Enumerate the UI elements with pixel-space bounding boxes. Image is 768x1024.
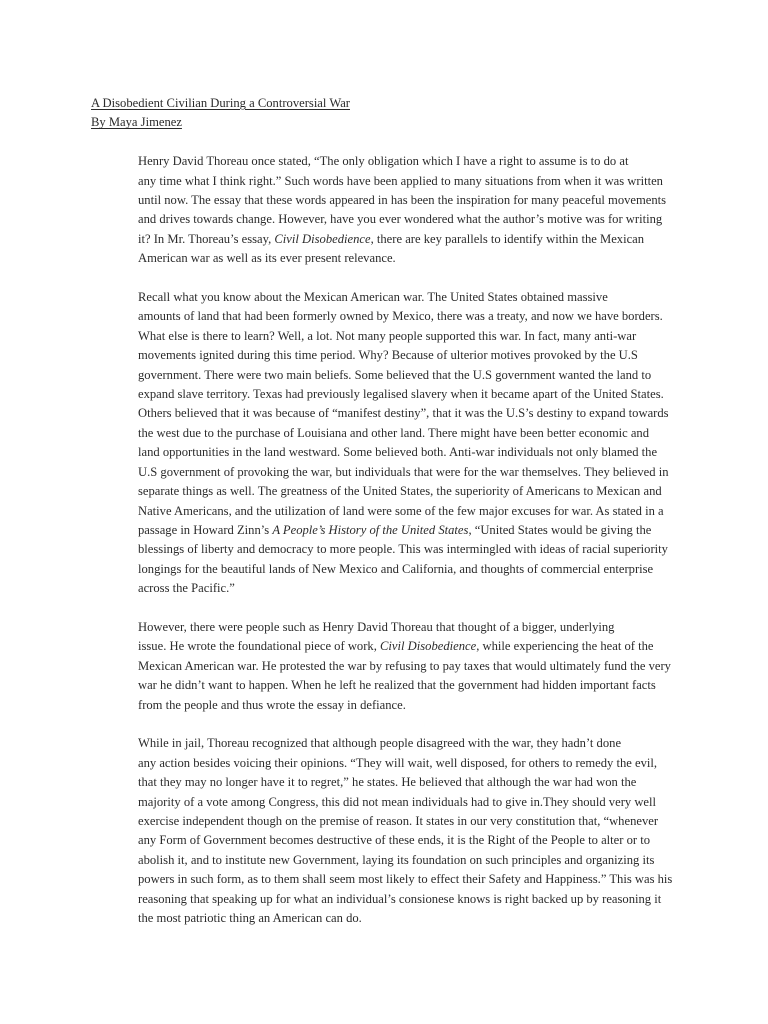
paragraph-2 <box>91 288 681 599</box>
line-text: issue. He wrote the foundational piece of work, <box>138 639 381 654</box>
paragraph-line: movements ignited during this time period. Why? Because of ulterior motives provoked by the U.S <box>138 348 638 363</box>
paragraph-line: across the Pacific.” <box>138 581 235 596</box>
paragraph-line: exercise independent though on the premise of reason. It states in our very constitution that, “whenever <box>138 813 659 828</box>
paragraph-line: blessings of liberty and democracy to more people. This was intermingled with ideas of racial superiority <box>138 542 668 557</box>
paragraph-line: longings for the beautiful lands of New Mexico and California, and thoughts of commercial enterprise <box>138 561 654 576</box>
paragraph-line: any Form of Government becomes destructive of these ends, it is the Right of the People to alter or to <box>138 833 651 848</box>
paragraph-line <box>91 637 681 656</box>
paragraph-line: that they may no longer have it to regret,” he states. He believed that although the war had won the <box>138 775 637 790</box>
line-text: , while experiencing the heat of the <box>476 639 654 654</box>
essay-title: A Disobedient Civilian During a Controversial War <box>91 96 350 110</box>
book-title: Civil Disobedience <box>380 639 477 654</box>
paragraph-line: What else is there to learn? Well, a lot. Not many people supported this war. In fact, many anti-war <box>138 328 637 343</box>
essay-byline: By Maya Jimenez <box>91 115 182 130</box>
paragraph-line: war he didn’t want to happen. When he left he realized that the government had hidden important facts <box>138 678 656 693</box>
document-body <box>91 94 681 928</box>
paragraph-3 <box>91 618 681 715</box>
paragraph-line: abolish it, and to institute new Government, laying its foundation on such principles and organizing its <box>138 852 655 867</box>
paragraph-line: American war as well as its ever present relevance. <box>138 251 396 266</box>
paragraph-line: any time what I think right.” Such words have been applied to many situations from when it was written <box>138 173 663 188</box>
paragraph-line: However, there were people such as Henry David Thoreau that thought of a bigger, underlying <box>138 619 615 634</box>
paragraph-line: reasoning that speaking up for what an individual’s consionese knows is right backed up by reasoning it <box>138 891 662 906</box>
paragraph-line: Recall what you know about the Mexican American war. The United States obtained massive <box>138 290 608 305</box>
book-title: Civil Disobedience <box>274 231 371 246</box>
paragraph-line <box>91 521 681 540</box>
paragraph-line: government. There were two main beliefs. Some believed that the U.S government wanted the land to <box>138 367 652 382</box>
paragraph-line: any action besides voicing their opinions. “They will wait, well disposed, for others to remedy the evil, <box>138 755 658 770</box>
book-title: A People’s History of the United States <box>272 522 469 537</box>
paragraph-line: U.S government of provoking the war, but individuals that were for the war themselves. They believed in <box>138 464 669 479</box>
paragraph-1 <box>91 152 681 268</box>
paragraph-line: amounts of land that had been formerly owned by Mexico, there was a treaty, and now we have borders. <box>138 309 663 324</box>
paragraph-line: powers in such form, as to them shall seem most likely to effect their Safety and Happiness.” This was his <box>138 872 673 887</box>
line-text: , there are key parallels to identify within the Mexican <box>370 231 645 246</box>
paragraph-line: Mexican American war. He protested the war by refusing to pay taxes that would ultimately fund the very <box>138 658 671 673</box>
paragraph-line: Others believed that it was because of “manifest destiny”, that it was the U.S’s destiny to expand towards <box>138 406 669 421</box>
paragraph-line: the west due to the purchase of Louisiana and other land. There might have been better economic and <box>138 425 650 440</box>
paragraph-line: and drives towards change. However, have you ever wondered what the author’s motive was for writing <box>138 212 663 227</box>
paragraph-line: Henry David Thoreau once stated, “The only obligation which I have a right to assume is to do at <box>138 154 629 169</box>
paragraph-line: expand slave territory. Texas had previously legalised slavery when it became apart of the United States. <box>138 387 664 402</box>
paragraph-line: While in jail, Thoreau recognized that although people disagreed with the war, they hadn’t done <box>138 736 622 751</box>
line-text: , “United States would be giving the <box>468 522 652 537</box>
paragraph-line: Native Americans, and the utilization of land were some of the few major excuses for war. As stated in a <box>138 503 664 518</box>
paragraph-4 <box>91 734 681 928</box>
line-text: passage in Howard Zinn’s <box>138 522 273 537</box>
paragraph-line: the most patriotic thing an American can do. <box>138 911 362 925</box>
paragraph-line <box>91 230 681 249</box>
paragraph-line: separate things as well. The greatness of the United States, the superiority of Americans to Mexican and <box>138 484 662 499</box>
paragraph-line: until now. The essay that these words appeared in has been the inspiration for many peaceful movements <box>138 193 667 208</box>
paragraph-line: land opportunities in the land westward. Some believed both. Anti-war individuals not only blamed the <box>138 445 658 460</box>
line-text: it? In Mr. Thoreau’s essay, <box>138 231 275 246</box>
paragraph-line: from the people and thus wrote the essay in defiance. <box>138 697 406 712</box>
paragraph-line: majority of a vote among Congress, this did not mean individuals had to give in.They should very well <box>138 794 657 809</box>
